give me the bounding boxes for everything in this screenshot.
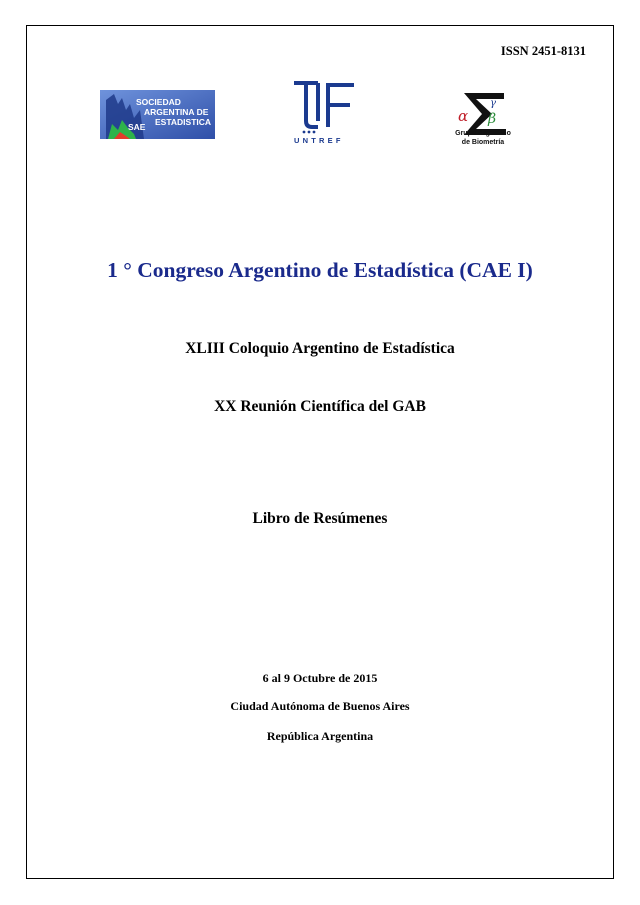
gab-caption [444,129,522,147]
congress-title: 1 ° Congreso Argentino de Estadística (CAE I) [107,258,533,282]
issn-number: ISSN 2451-8131 [500,44,586,58]
event-date: 6 al 9 Octubre de 2015 [262,671,378,685]
sae-logo [100,90,215,139]
book-title: Libro de Resúmenes [252,510,388,527]
sae-text-line3: ESTADISTICA [155,117,212,127]
untref-text: UNTREF [294,136,344,145]
gab-caption-line1: Grupo Argentino [455,130,511,137]
alpha-symbol-icon: α [458,107,469,125]
gab-caption-line2: de Biometría [461,139,505,146]
meeting-subtitle: XX Reunión Científica del GAB [214,398,426,415]
sae-text-line2: ARGENTINA DE [144,107,209,117]
event-place: Ciudad Autónoma de Buenos Aires [230,699,410,713]
colloquium-subtitle: XLIII Coloquio Argentino de Estadística [185,340,455,357]
page-border [26,25,614,879]
sae-text-line1: SOCIEDAD [136,97,181,107]
event-country: República Argentina [266,729,374,743]
gamma-symbol-icon: γ [490,98,496,109]
sae-abbr: SAE [128,122,146,132]
beta-symbol-icon: β [488,111,497,127]
untref-logo [292,77,356,145]
